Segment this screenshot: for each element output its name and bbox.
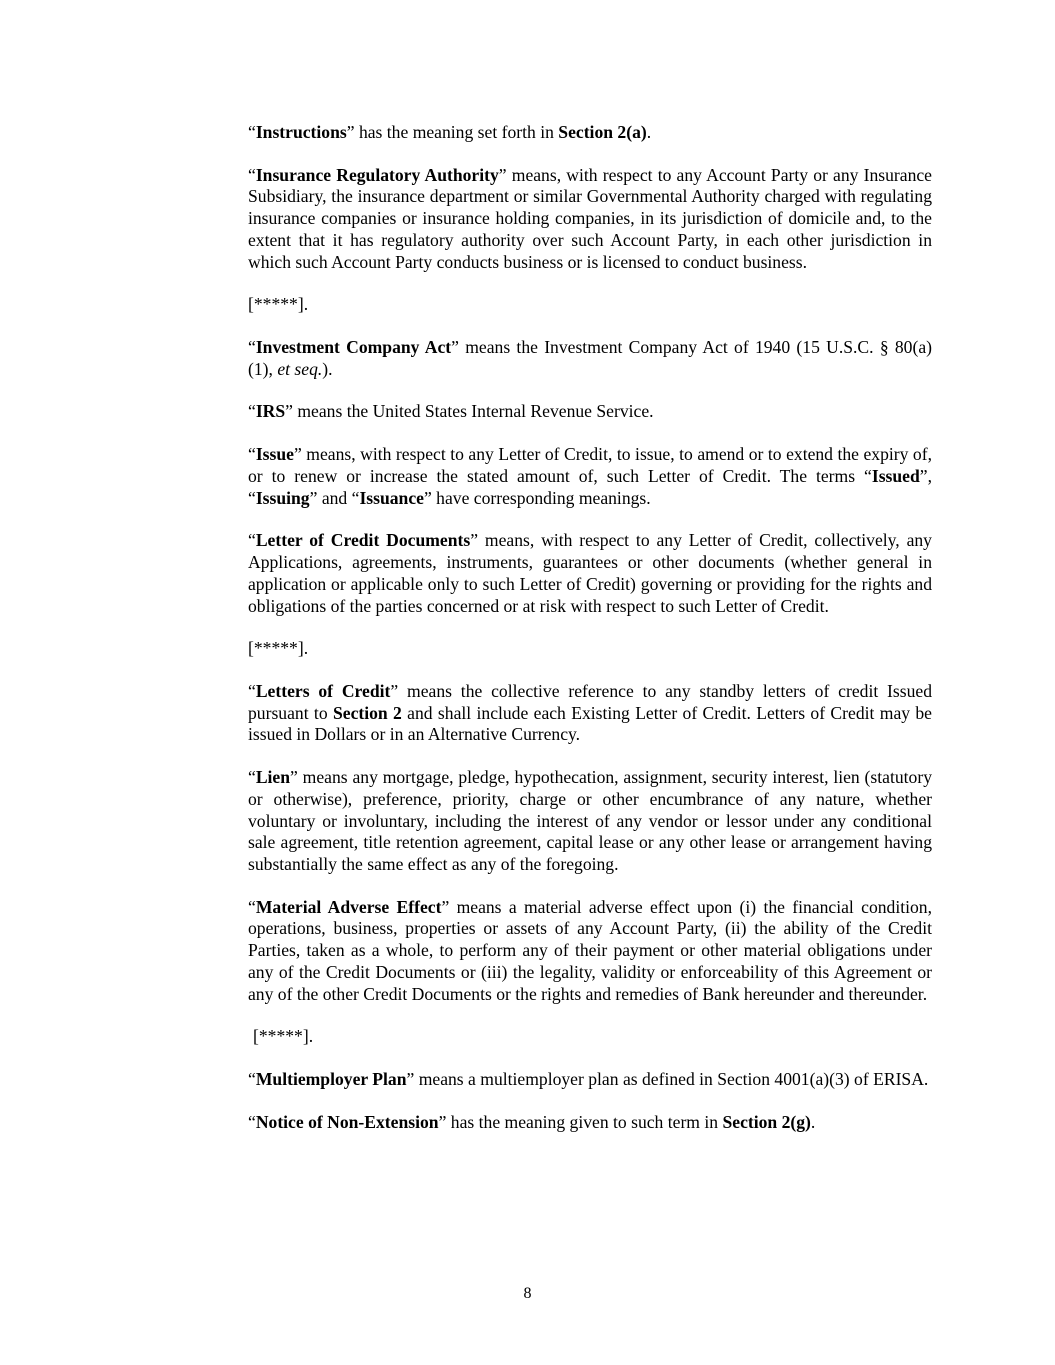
defined-term: Insurance Regulatory Authority — [255, 164, 499, 185]
definition-text: has the meaning set forth in — [354, 122, 559, 142]
close-quote: ” — [498, 164, 507, 185]
definition-text: means the United States Internal Revenue Service. — [292, 401, 654, 422]
section-reference: Section 2(a) — [558, 122, 647, 142]
defined-term: Notice of Non-Extension — [255, 1111, 439, 1132]
document-page — [248, 122, 932, 1154]
italic-text: et seq. — [277, 358, 323, 379]
definition-text: means, with respect to any Letter of Credit, collectively, any Applications, agreements, instruments, guarantees or other documents (whether general in application or applicable only to such Letter of Credit) governing or providing for the rights and obligations of the parties concerned or at risk with respect to such Letter of Credit. — [248, 530, 932, 616]
definition-issue — [248, 444, 932, 509]
definition-text: means the Investment Company Act of 1940 (15 U.S.C. § 80(a)(1), — [248, 336, 933, 379]
section-reference: Section 2 — [332, 702, 402, 723]
close-quote: ” — [438, 1111, 447, 1132]
definition-text: . — [810, 1111, 816, 1132]
definition-text: means, with respect to any Account Party or any Insurance Subsidiary, the insurance department or similar Governmental Authority charged with regulating insurance companies or insurance holding companies, in its jurisdiction of domicile and, to the extent that it has regulatory authority over such Account Party, in each other jurisdiction in which such Account Party conducts business or is licensed to conduct business. — [248, 164, 932, 272]
open-quote: “ — [248, 766, 256, 787]
definition-letter-of-credit-documents — [248, 530, 932, 617]
open-quote: “ — [248, 1069, 256, 1090]
close-quote: ” — [406, 1069, 415, 1090]
open-quote: “ — [248, 122, 256, 142]
defined-term: Instructions — [255, 122, 347, 142]
definition-letters-of-credit — [248, 681, 932, 746]
definition-instructions — [248, 122, 932, 144]
definition-multiemployer-plan — [248, 1069, 932, 1091]
redacted-paragraph: [*****]. — [248, 638, 309, 659]
section-reference: Section 2(g) — [722, 1111, 811, 1132]
close-quote: ” — [293, 443, 302, 464]
open-quote: “ — [248, 1111, 256, 1132]
page-number: 8 — [523, 1285, 532, 1302]
defined-term: Issued — [871, 465, 920, 486]
definition-text: . — [646, 122, 652, 142]
definition-text: means a multiemployer plan as defined in Section 4001(a)(3) of ERISA. — [414, 1069, 929, 1090]
defined-term: Material Adverse Effect — [255, 896, 442, 917]
close-quote: ” — [346, 122, 355, 142]
defined-term: Multiemployer Plan — [255, 1069, 407, 1090]
definition-investment-company-act — [248, 337, 932, 381]
defined-term: Issuance — [359, 487, 424, 508]
defined-term: Letters of Credit — [255, 680, 391, 701]
close-quote: ” — [441, 896, 450, 917]
close-quote: ” — [285, 401, 293, 422]
definition-text: ). — [322, 358, 333, 379]
definition-text: has the meaning given to such term in — [446, 1111, 723, 1132]
definition-text: have corresponding meanings. — [431, 487, 651, 508]
definition-material-adverse-effect — [248, 897, 932, 1006]
open-quote: “ — [248, 164, 256, 185]
definition-text: means the collective reference to any standby letters of credit Issued pursuant to — [248, 680, 933, 723]
close-quote: ” — [451, 336, 459, 357]
definition-text: and shall include each Existing Letter of Credit. Letters of Credit may be issued in Dollars or in an Alternative Currency. — [248, 702, 932, 745]
definition-lien — [248, 767, 932, 876]
close-quote: ” — [290, 766, 298, 787]
close-quote: ” — [423, 487, 432, 508]
definition-text: means any mortgage, pledge, hypothecation, assignment, security interest, lien (statutory or otherwise), preference, priority, charge or other encumbrance of any nature, whether voluntary or involuntary, including the interest of any vendor or lessor under any conditional sale agreement, title retention agreement, capital lease or any other lease or arrangement having substantially the same effect as any of the foregoing. — [248, 766, 932, 875]
redacted-paragraph: [*****]. — [253, 1026, 314, 1047]
close-quote: ” — [390, 680, 399, 701]
open-quote: “ — [248, 336, 256, 357]
definition-text: means, with respect to any Letter of Credit, to issue, to amend or to extend the expiry of, or to renew or increase the stated amount of, such Letter of Credit. The terms — [248, 443, 932, 486]
defined-term: Lien — [255, 766, 291, 787]
redacted-paragraph: [*****]. — [248, 294, 309, 315]
definition-irs — [248, 401, 932, 423]
open-quote: “ — [248, 680, 256, 701]
open-quote: “ — [248, 401, 256, 422]
close-quote: ” — [470, 530, 479, 551]
defined-term: IRS — [255, 401, 286, 422]
quote-separator: ” and “ — [309, 487, 360, 508]
open-quote: “ — [248, 896, 256, 917]
defined-term: Investment Company Act — [255, 336, 452, 357]
defined-term: Letter of Credit Documents — [255, 530, 471, 551]
definition-insurance-regulatory-authority — [248, 165, 932, 274]
definition-notice-of-non-extension — [248, 1112, 932, 1134]
defined-term: Issuing — [255, 487, 310, 508]
definition-text: means a material adverse effect upon (i) the financial condition, operations, business, properties or assets of any Account Party, (ii) the ability of the Credit Parties, taken as a whole, to perform any of their payment or other material obligations under any of the Credit Documents or (iii) the legality, validity or enforceability of this Agreement or any of the other Credit Documents or the rights and remedies of Bank hereunder and thereunder. — [248, 896, 932, 1004]
open-quote: “ — [864, 465, 872, 486]
open-quote: “ — [248, 443, 256, 464]
defined-term: Issue — [255, 443, 294, 464]
quote-separator: ”, “ — [248, 465, 932, 508]
open-quote: “ — [248, 530, 256, 551]
